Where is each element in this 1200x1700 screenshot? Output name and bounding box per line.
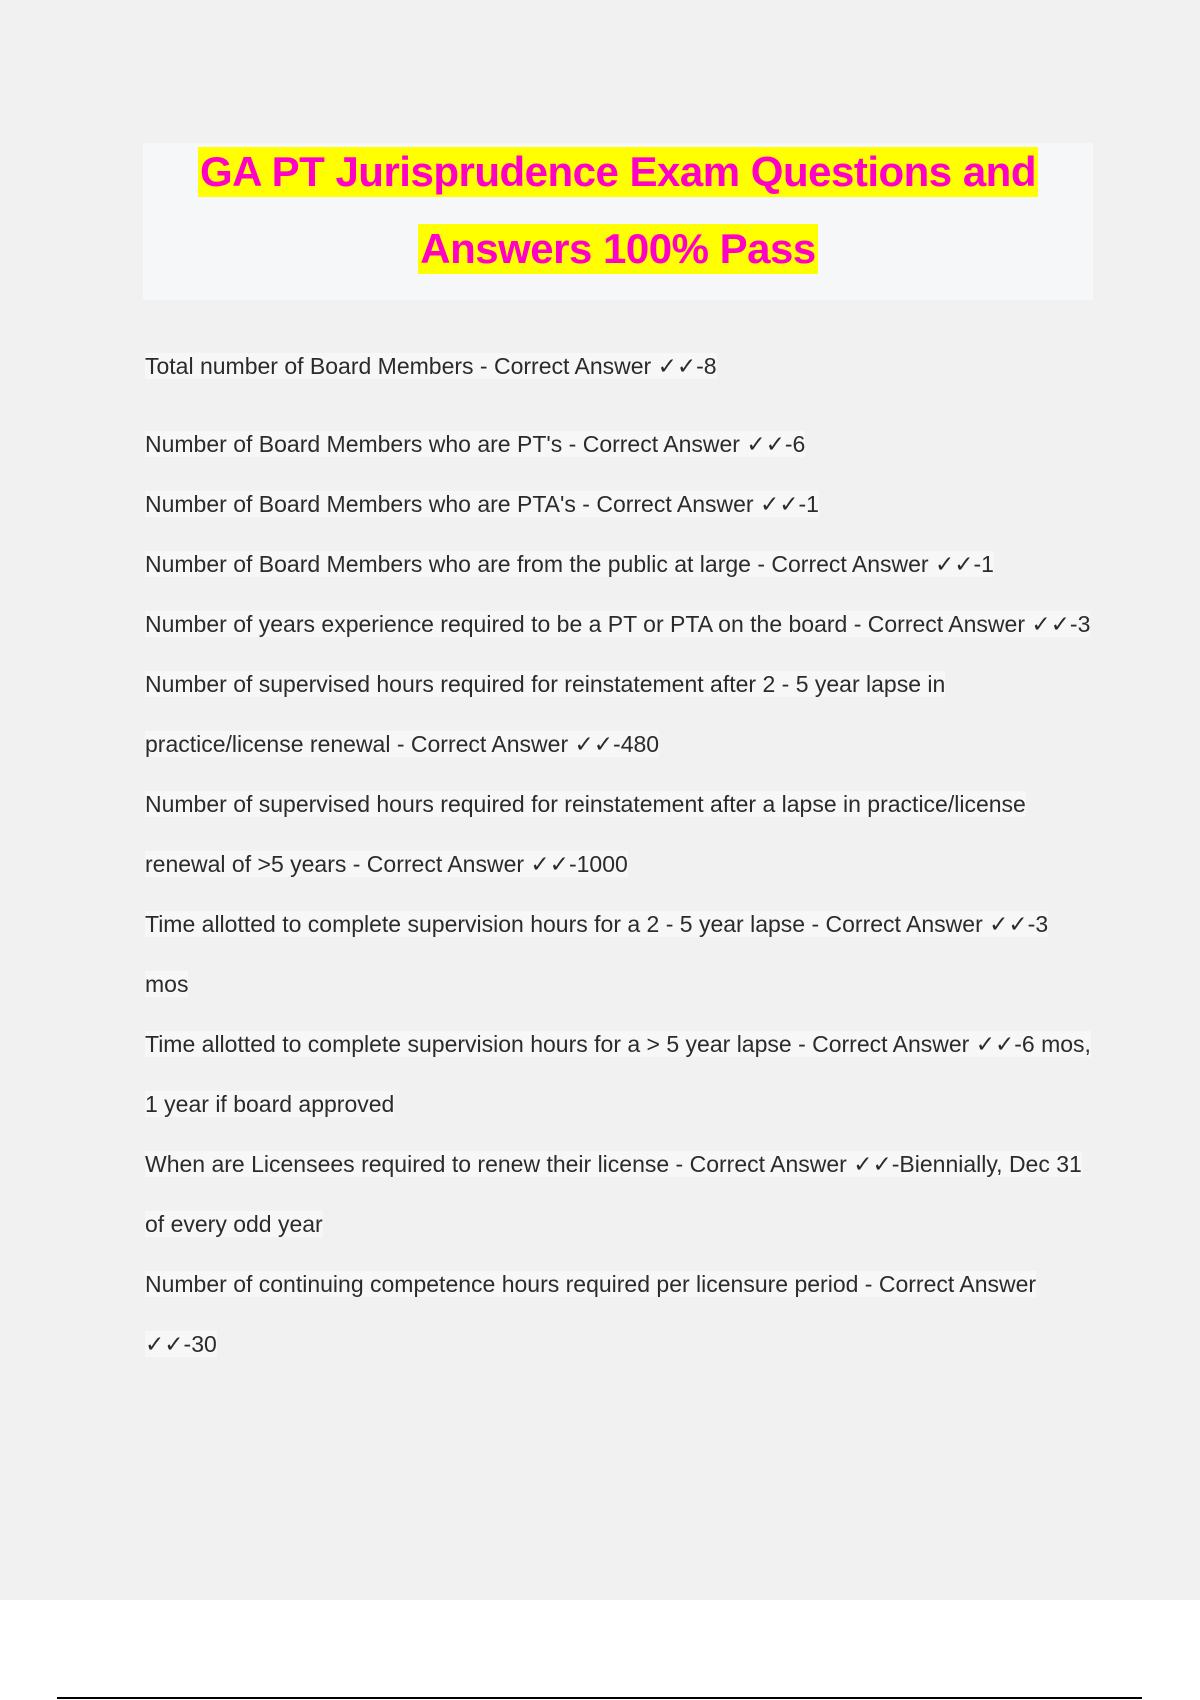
qa-item: [145, 414, 1095, 474]
qa-item: [145, 654, 1095, 774]
document-title-line-1: GA PT Jurisprudence Exam Questions and: [200, 148, 1036, 195]
qa-list: [145, 340, 1095, 1374]
qa-item: [145, 1134, 1095, 1254]
qa-item: [145, 774, 1095, 894]
title-block: [143, 143, 1093, 300]
document-title-line-2: Answers 100% Pass: [420, 225, 816, 272]
footer-divider: [57, 1697, 1142, 1699]
qa-item: [145, 340, 1095, 392]
qa-text: Total number of Board Members - Correct Answer ✓✓-8: [145, 353, 717, 379]
qa-item: [145, 894, 1095, 1014]
qa-text: Number of Board Members who are from the public at large - Correct Answer ✓✓-1: [145, 551, 994, 577]
qa-text: Time allotted to complete supervision hours for a 2 - 5 year lapse - Correct Answer ✓✓-3 mos: [145, 911, 1049, 997]
qa-text: Time allotted to complete supervision hours for a > 5 year lapse - Correct Answer ✓✓-6 mos, 1 year if board approved: [145, 1031, 1091, 1117]
qa-item: [145, 534, 1095, 594]
qa-item: [145, 1014, 1095, 1134]
qa-text: Number of supervised hours required for reinstatement after a lapse in practice/license renewal of >5 years - Correct Answer ✓✓-1000: [145, 791, 1026, 877]
qa-text: Number of Board Members who are PT's - Correct Answer ✓✓-6: [145, 431, 806, 457]
qa-text: Number of years experience required to be a PT or PTA on the board - Correct Answer ✓✓-3: [145, 611, 1091, 637]
qa-item: [145, 474, 1095, 534]
qa-text: Number of supervised hours required for reinstatement after 2 - 5 year lapse in practice/license renewal - Correct Answer ✓✓-480: [145, 671, 946, 757]
qa-text: When are Licensees required to renew their license - Correct Answer ✓✓-Biennially, Dec 31 of every odd year: [145, 1151, 1082, 1237]
qa-item: [145, 1254, 1095, 1374]
qa-item: [145, 594, 1095, 654]
qa-text: Number of Board Members who are PTA's - Correct Answer ✓✓-1: [145, 491, 819, 517]
qa-text: Number of continuing competence hours required per licensure period - Correct Answer ✓✓-30: [145, 1271, 1037, 1357]
